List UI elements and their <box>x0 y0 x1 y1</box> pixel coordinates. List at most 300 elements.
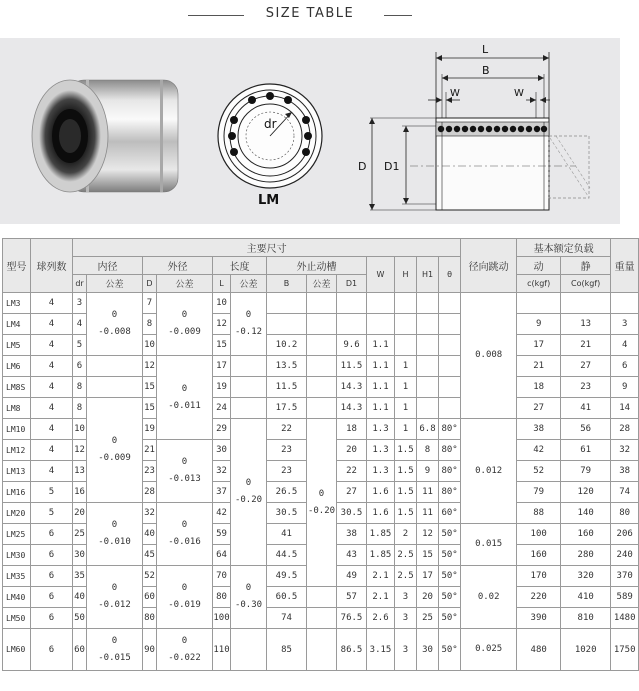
B-label: B <box>482 64 490 77</box>
th-W: W <box>367 257 395 293</box>
cell-model: LM8S <box>3 377 31 398</box>
cell-D1 <box>337 293 367 314</box>
th-main-dimensions: 主要尺寸 <box>73 239 461 257</box>
cell-co: 320 <box>561 566 611 587</box>
th-retaining-groove: 外止动槽 <box>267 257 367 275</box>
dr-label: dr <box>264 117 277 131</box>
cell-model: LM8 <box>3 398 31 419</box>
cell-L: 70 <box>213 566 231 587</box>
cell-balls: 6 <box>31 566 73 587</box>
bearing-photo <box>20 38 210 224</box>
th-L: L <box>213 275 231 293</box>
th-H1: H1 <box>417 257 439 293</box>
empty-cell <box>307 587 337 608</box>
cell-co: 1020 <box>561 629 611 671</box>
cell-D: 23 <box>143 461 157 482</box>
cell-L: 59 <box>213 524 231 545</box>
cell-D1: 30.5 <box>337 503 367 524</box>
tolerance-empty <box>307 629 337 671</box>
cell-c: 9 <box>517 314 561 335</box>
tolerance-upper: 0 <box>181 310 188 320</box>
tolerance-lower: -0.022 <box>168 652 201 663</box>
cell-W: 1.3 <box>367 461 395 482</box>
th-length: 长度 <box>213 257 267 275</box>
cell-L: 29 <box>213 419 231 440</box>
cell-D: 12 <box>143 356 157 377</box>
empty-cell <box>307 356 337 377</box>
cell-L: 12 <box>213 314 231 335</box>
cell-H1: 20 <box>417 587 439 608</box>
cell-B: 23 <box>267 461 307 482</box>
cell-balls: 6 <box>31 524 73 545</box>
cell-D: 15 <box>143 398 157 419</box>
cell-W: 1.6 <box>367 503 395 524</box>
radial-runout-value: 0.025 <box>475 644 503 654</box>
empty-cell <box>307 398 337 419</box>
cell-balls: 4 <box>31 314 73 335</box>
tolerance-lower: -0.015 <box>98 652 131 663</box>
cell-D1: 86.5 <box>337 629 367 671</box>
tolerance-upper: 0 <box>111 635 118 646</box>
cell-co: 140 <box>561 503 611 524</box>
cell-balls: 6 <box>31 587 73 608</box>
th-tol-D: 公差 <box>157 275 213 293</box>
table-row <box>3 629 639 671</box>
tolerance-cell <box>157 629 213 671</box>
cell-L: 19 <box>213 377 231 398</box>
cell-wt: 9 <box>611 377 639 398</box>
cell-D: 19 <box>143 419 157 440</box>
tolerance-cell <box>87 566 143 629</box>
cell-dr: 8 <box>73 398 87 419</box>
cell-dr: 12 <box>73 440 87 461</box>
cell-D1: 14.3 <box>337 398 367 419</box>
side-view-diagram <box>350 38 618 224</box>
cell-model: LM30 <box>3 545 31 566</box>
th-outer-diameter: 外径 <box>143 257 213 275</box>
cell-B: 30.5 <box>267 503 307 524</box>
tolerance-upper: 0 <box>181 383 188 394</box>
cell-dr: 20 <box>73 503 87 524</box>
cell-balls: 4 <box>31 377 73 398</box>
cell-B <box>267 314 307 335</box>
cell-H: 1 <box>395 356 417 377</box>
cell-balls: 6 <box>31 545 73 566</box>
cell-dr: 60 <box>73 629 87 671</box>
cell-theta: 50° <box>439 566 461 587</box>
cell-B: 74 <box>267 608 307 629</box>
cell-wt: 74 <box>611 482 639 503</box>
W-label-left: W <box>450 88 460 99</box>
tolerance-lower: -0.20 <box>234 495 263 505</box>
cell-co: 160 <box>561 524 611 545</box>
cell-c: 220 <box>517 587 561 608</box>
cell-B: 17.5 <box>267 398 307 419</box>
cell-model: LM20 <box>3 503 31 524</box>
cell-theta: 50° <box>439 524 461 545</box>
cell-D: 40 <box>143 524 157 545</box>
cell-co: 810 <box>561 608 611 629</box>
th-static: 静 <box>561 257 611 275</box>
cell-H1: 9 <box>417 461 439 482</box>
cell-B: 23 <box>267 440 307 461</box>
cell-W: 2.1 <box>367 587 395 608</box>
cell-D1 <box>337 314 367 335</box>
cell-c: 390 <box>517 608 561 629</box>
empty-cell <box>307 608 337 629</box>
cell-wt: 38 <box>611 461 639 482</box>
tolerance-upper: 0 <box>181 520 188 530</box>
cell-H: 1 <box>395 419 417 440</box>
cell-c: 21 <box>517 356 561 377</box>
tolerance-lower: -0.12 <box>234 327 263 337</box>
cell-H1: 11 <box>417 482 439 503</box>
empty-cell <box>231 398 267 419</box>
cell-co: 41 <box>561 398 611 419</box>
cell-wt: 370 <box>611 566 639 587</box>
tolerance-cell <box>87 293 143 356</box>
tolerance-lower: -0.008 <box>98 327 131 337</box>
cell-wt: 4 <box>611 335 639 356</box>
cell-D1: 14.3 <box>337 377 367 398</box>
cell-c: 88 <box>517 503 561 524</box>
cell-model: LM25 <box>3 524 31 545</box>
cell-D: 7 <box>143 293 157 314</box>
radial-runout-cell <box>461 419 517 524</box>
cell-dr: 40 <box>73 587 87 608</box>
title-row <box>0 0 620 34</box>
cell-model: LM13 <box>3 461 31 482</box>
cell-wt: 80 <box>611 503 639 524</box>
cell-dr: 5 <box>73 335 87 356</box>
cell-L: 10 <box>213 293 231 314</box>
tolerance-lower: -0.011 <box>168 400 201 411</box>
cell-B: 11.5 <box>267 377 307 398</box>
cell-model: LM5 <box>3 335 31 356</box>
tolerance-lower: -0.012 <box>98 600 131 610</box>
tolerance-cell <box>157 440 213 503</box>
cell-D: 52 <box>143 566 157 587</box>
cell-H: 3 <box>395 608 417 629</box>
cell-D1: 76.5 <box>337 608 367 629</box>
cell-theta: 80° <box>439 482 461 503</box>
cell-H: 1.5 <box>395 440 417 461</box>
radial-runout-value: 0.02 <box>477 591 500 602</box>
cell-D1: 18 <box>337 419 367 440</box>
cell-dr: 3 <box>73 293 87 314</box>
tolerance-cell <box>157 566 213 629</box>
cell-D1: 43 <box>337 545 367 566</box>
cell-H: 2.5 <box>395 545 417 566</box>
L-label: L <box>482 43 489 56</box>
cell-H1: 17 <box>417 566 439 587</box>
cell-c <box>517 293 561 314</box>
cell-balls: 4 <box>31 293 73 314</box>
cell-wt: 14 <box>611 398 639 419</box>
cell-B: 13.5 <box>267 356 307 377</box>
cell-co <box>561 293 611 314</box>
tolerance-cell <box>231 566 267 629</box>
cell-co: 23 <box>561 377 611 398</box>
cell-B <box>267 293 307 314</box>
tolerance-cell <box>87 503 143 566</box>
cell-dr: 8 <box>73 377 87 398</box>
radial-runout-cell <box>461 293 517 419</box>
cell-co: 27 <box>561 356 611 377</box>
cell-balls: 4 <box>31 398 73 419</box>
th-inner-diameter: 内径 <box>73 257 143 275</box>
cell-theta <box>439 314 461 335</box>
cell-theta <box>439 356 461 377</box>
cell-wt: 32 <box>611 440 639 461</box>
cell-co: 410 <box>561 587 611 608</box>
empty-cell <box>231 377 267 398</box>
cell-wt: 240 <box>611 545 639 566</box>
cell-H: 3 <box>395 629 417 671</box>
cell-H1 <box>417 293 439 314</box>
th-load-rating: 基本额定负载 <box>517 239 611 257</box>
cell-model: LM35 <box>3 566 31 587</box>
th-tol-L: 公差 <box>231 275 267 293</box>
th-B: B <box>267 275 307 293</box>
cell-W <box>367 314 395 335</box>
radial-runout-cell <box>461 566 517 629</box>
cell-W: 1.1 <box>367 377 395 398</box>
cell-co: 120 <box>561 482 611 503</box>
cell-D: 45 <box>143 545 157 566</box>
cell-dr: 25 <box>73 524 87 545</box>
tolerance-upper: 0 <box>111 583 118 593</box>
cell-dr: 6 <box>73 356 87 377</box>
cell-B: 44.5 <box>267 545 307 566</box>
cell-H: 1.5 <box>395 482 417 503</box>
cell-H1: 11 <box>417 503 439 524</box>
lm-label: LM <box>258 193 280 208</box>
cell-D1: 11.5 <box>337 356 367 377</box>
empty-cell <box>307 377 337 398</box>
tolerance-lower: -0.009 <box>168 327 201 337</box>
cell-B: 10.2 <box>267 335 307 356</box>
cell-D1: 57 <box>337 587 367 608</box>
cell-wt: 6 <box>611 356 639 377</box>
cell-W: 1.85 <box>367 524 395 545</box>
cell-W: 1.85 <box>367 545 395 566</box>
tolerance-upper: 0 <box>181 635 188 646</box>
D-label: D <box>358 160 367 173</box>
cell-H1: 8 <box>417 440 439 461</box>
cell-W: 3.15 <box>367 629 395 671</box>
cell-balls: 4 <box>31 440 73 461</box>
cell-D: 10 <box>143 335 157 356</box>
radial-runout-value: 0.012 <box>475 465 503 476</box>
cell-H1: 25 <box>417 608 439 629</box>
cell-balls: 6 <box>31 629 73 671</box>
tolerance-upper: 0 <box>245 478 252 488</box>
cell-D1: 38 <box>337 524 367 545</box>
empty-cell <box>87 377 143 398</box>
cell-B: 49.5 <box>267 566 307 587</box>
cell-theta: 80° <box>439 461 461 482</box>
cell-c: 160 <box>517 545 561 566</box>
cell-c: 27 <box>517 398 561 419</box>
cell-L: 24 <box>213 398 231 419</box>
table-body <box>3 293 639 671</box>
radial-runout-value: 0.008 <box>475 350 503 360</box>
cell-dr: 13 <box>73 461 87 482</box>
cell-D: 8 <box>143 314 157 335</box>
cell-theta: 50° <box>439 629 461 671</box>
cell-model: LM12 <box>3 440 31 461</box>
cell-L: 37 <box>213 482 231 503</box>
cell-H1 <box>417 398 439 419</box>
th-tol-dr: 公差 <box>87 275 143 293</box>
cell-co: 13 <box>561 314 611 335</box>
cell-model: LM3 <box>3 293 31 314</box>
cell-theta <box>439 335 461 356</box>
cell-W: 1.1 <box>367 335 395 356</box>
cell-H: 1 <box>395 398 417 419</box>
table-row <box>3 398 639 419</box>
cell-L: 100 <box>213 608 231 629</box>
cell-H1 <box>417 356 439 377</box>
empty-cell <box>87 356 143 377</box>
cell-balls: 4 <box>31 461 73 482</box>
title-right-rule <box>384 15 412 16</box>
th-co-unit: Co(kgf) <box>561 275 611 293</box>
cell-co: 56 <box>561 419 611 440</box>
cell-theta: 50° <box>439 545 461 566</box>
cell-W: 1.3 <box>367 419 395 440</box>
th-model: 型号 <box>3 239 31 293</box>
cell-D: 90 <box>143 629 157 671</box>
tolerance-lower: -0.019 <box>168 600 201 610</box>
cell-model: LM16 <box>3 482 31 503</box>
cell-dr: 16 <box>73 482 87 503</box>
cell-D1: 49 <box>337 566 367 587</box>
cell-dr: 10 <box>73 419 87 440</box>
cell-c: 480 <box>517 629 561 671</box>
cell-model: LM6 <box>3 356 31 377</box>
cell-W: 1.1 <box>367 398 395 419</box>
cell-L: 17 <box>213 356 231 377</box>
cell-L: 80 <box>213 587 231 608</box>
cell-dr: 30 <box>73 545 87 566</box>
cell-L: 15 <box>213 335 231 356</box>
cell-H: 3 <box>395 587 417 608</box>
size-table <box>2 238 639 671</box>
cell-balls: 4 <box>31 356 73 377</box>
cell-theta: 60° <box>439 503 461 524</box>
cell-H1: 6.8 <box>417 419 439 440</box>
table-row <box>3 377 639 398</box>
cell-balls: 4 <box>31 419 73 440</box>
radial-runout-cell <box>461 629 517 671</box>
cell-wt: 1480 <box>611 608 639 629</box>
cell-L: 32 <box>213 461 231 482</box>
cell-dr: 50 <box>73 608 87 629</box>
cell-D: 60 <box>143 587 157 608</box>
tolerance-upper: 0 <box>245 310 252 320</box>
cell-balls: 5 <box>31 482 73 503</box>
tolerance-upper: 0 <box>245 583 252 593</box>
cell-H1 <box>417 335 439 356</box>
cell-W: 2.1 <box>367 566 395 587</box>
tolerance-cell <box>307 419 337 587</box>
tolerance-upper: 0 <box>318 488 325 499</box>
cell-D: 15 <box>143 377 157 398</box>
tolerance-lower: -0.016 <box>168 537 201 547</box>
cell-B: 60.5 <box>267 587 307 608</box>
cell-W: 1.3 <box>367 440 395 461</box>
cell-D1: 22 <box>337 461 367 482</box>
cell-L: 42 <box>213 503 231 524</box>
cell-co: 21 <box>561 335 611 356</box>
cell-balls: 5 <box>31 503 73 524</box>
cell-L: 30 <box>213 440 231 461</box>
cell-H <box>395 335 417 356</box>
cell-B: 26.5 <box>267 482 307 503</box>
tolerance-lower: -0.010 <box>98 537 131 547</box>
cell-balls: 4 <box>31 335 73 356</box>
cell-L: 110 <box>213 629 231 671</box>
cell-dr: 35 <box>73 566 87 587</box>
cell-model: LM10 <box>3 419 31 440</box>
cell-theta: 50° <box>439 587 461 608</box>
tolerance-upper: 0 <box>181 583 188 593</box>
W-label-right: W <box>514 88 524 99</box>
th-c-unit: c(kgf) <box>517 275 561 293</box>
th-H: H <box>395 257 417 293</box>
cell-model: LM4 <box>3 314 31 335</box>
cell-H1: 30 <box>417 629 439 671</box>
cell-D1: 27 <box>337 482 367 503</box>
th-radial-runout: 径向跳动 <box>461 239 517 293</box>
cell-co: 61 <box>561 440 611 461</box>
radial-runout-value: 0.015 <box>475 539 503 549</box>
th-D1: D1 <box>337 275 367 293</box>
D1-label: D1 <box>384 160 400 173</box>
empty-cell <box>231 356 267 377</box>
size-table-wrap <box>2 238 636 671</box>
cell-W: 1.6 <box>367 482 395 503</box>
tolerance-lower: -0.20 <box>307 505 336 516</box>
cell-D1: 20 <box>337 440 367 461</box>
th-weight: 重量 <box>611 239 639 293</box>
table-row <box>3 356 639 377</box>
cell-D: 32 <box>143 503 157 524</box>
cell-theta: 80° <box>439 440 461 461</box>
cell-balls: 6 <box>31 608 73 629</box>
empty-cell <box>307 314 337 335</box>
cell-co: 280 <box>561 545 611 566</box>
tolerance-empty <box>231 629 267 671</box>
tolerance-upper: 0 <box>111 520 118 530</box>
cell-co: 79 <box>561 461 611 482</box>
cell-theta <box>439 293 461 314</box>
cell-c: 18 <box>517 377 561 398</box>
cell-c: 17 <box>517 335 561 356</box>
tolerance-upper: 0 <box>111 310 118 320</box>
cell-L: 64 <box>213 545 231 566</box>
cell-H: 2.5 <box>395 566 417 587</box>
cell-H: 1.5 <box>395 461 417 482</box>
th-theta: θ <box>439 257 461 293</box>
tolerance-cell <box>87 629 143 671</box>
table-row <box>3 293 639 314</box>
cell-theta: 50° <box>439 608 461 629</box>
cell-wt: 206 <box>611 524 639 545</box>
th-tol-B: 公差 <box>307 275 337 293</box>
